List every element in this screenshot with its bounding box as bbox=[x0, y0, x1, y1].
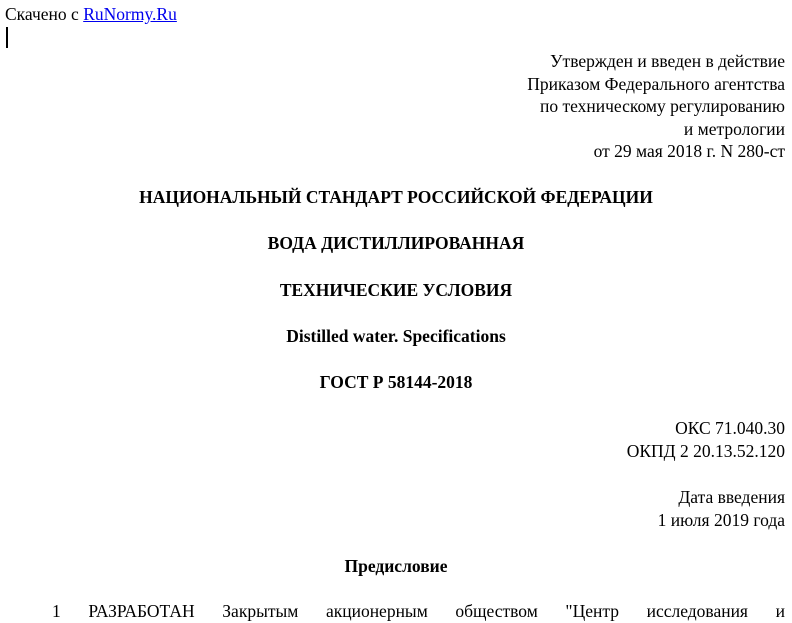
standard-type-title: НАЦИОНАЛЬНЫЙ СТАНДАРТ РОССИЙСКОЙ ФЕДЕРАЦИИ bbox=[139, 187, 653, 207]
oks-code: ОКС 71.040.30 bbox=[675, 418, 785, 438]
document-name-title: ВОДА ДИСТИЛЛИРОВАННАЯ bbox=[267, 233, 525, 253]
source-prefix: Скачено с bbox=[5, 4, 79, 24]
approval-line: Утвержден и введен в действие bbox=[550, 51, 785, 71]
approval-line: по техническому регулированию bbox=[539, 96, 785, 116]
english-title: Distilled water. Specifications bbox=[286, 326, 506, 346]
approval-block bbox=[527, 50, 785, 163]
okpd-code: ОКПД 2 20.13.52.120 bbox=[626, 441, 785, 461]
classification-block bbox=[627, 417, 785, 463]
text-cursor bbox=[6, 27, 8, 48]
effective-date-block bbox=[658, 486, 785, 532]
approval-line: Приказом Федерального агентства bbox=[527, 73, 785, 94]
approval-line: от 29 мая 2018 г. N 280-ст bbox=[593, 141, 785, 161]
source-line bbox=[5, 4, 177, 24]
approval-line: и метрологии bbox=[683, 118, 785, 139]
preface-heading: Предисловие bbox=[344, 556, 448, 576]
effective-date-label: Дата введения bbox=[678, 487, 785, 507]
standard-code: ГОСТ Р 58144-2018 bbox=[319, 372, 473, 392]
preface-item-1: 1 РАЗРАБОТАН Закрытым акционерным обществом "Центр исследования и bbox=[52, 601, 785, 621]
source-link[interactable]: RuNormy.Ru bbox=[83, 4, 177, 24]
document-subtitle: ТЕХНИЧЕСКИЕ УСЛОВИЯ bbox=[279, 280, 513, 300]
effective-date-value: 1 июля 2019 года bbox=[657, 510, 785, 530]
